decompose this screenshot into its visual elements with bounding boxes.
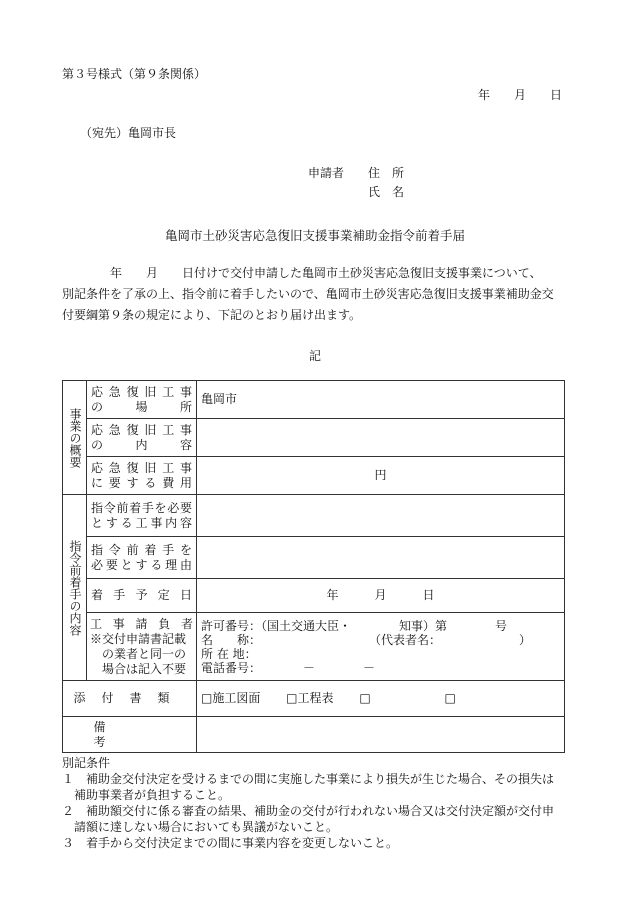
condition-line: 補助事業者が負担すること。 (62, 788, 231, 802)
content-label: の 内 容 (91, 437, 192, 452)
ki-marker: 記 (308, 349, 321, 363)
application-table (62, 380, 565, 753)
checkbox-other-2[interactable]: □ (444, 691, 456, 705)
license-number-line: 許可番号：（国土交通大臣・ 知事）第 号 (201, 618, 508, 633)
checkbox-schedule[interactable]: □工程表 (286, 691, 334, 705)
form-number: 第３号様式（第９条関係） (62, 67, 207, 81)
body-line: 年 月 日付けで交付申請した亀岡市土砂災害応急復旧支援事業について、 (62, 266, 542, 280)
condition-line: 請額に達しない場合においても異議がないこと。 (62, 820, 339, 834)
applicant-name-label: 氏 名 (368, 185, 405, 199)
contractor-note: ※交付申請書記載 (90, 631, 187, 646)
start-label-cell (87, 579, 197, 613)
checkbox-other-1[interactable]: □ (359, 691, 371, 705)
content-label-cell (87, 419, 197, 457)
contractor-note: 場合は記入不要 (102, 661, 187, 676)
table-row (63, 381, 565, 419)
work-value[interactable] (197, 495, 565, 537)
submission-date: 年 月 日 (478, 88, 563, 102)
body-line: 付要綱第９条の規定により、下記のとおり届け出ます。 (62, 308, 362, 322)
work-label: 指令前着手を必要 (91, 500, 192, 515)
location-label: の 場 所 (91, 399, 192, 414)
reason-label-cell (87, 537, 197, 579)
section-label-details: 指令前着手の内容 (63, 495, 87, 681)
contractor-details[interactable] (197, 613, 565, 681)
cost-label: に要する費用 (91, 475, 192, 490)
applicant-address-label: 住 所 (368, 166, 405, 180)
addressee: （宛先）亀岡市長 (80, 126, 177, 140)
contractor-label: 工事請負者 (90, 616, 193, 631)
attachments-options (197, 681, 565, 717)
table-row (63, 717, 565, 753)
company-address-line: 所 在 地： (201, 646, 257, 661)
table-row (63, 419, 565, 457)
contractor-label-cell (87, 613, 197, 681)
work-label: とする工事内容 (91, 515, 192, 530)
work-label-cell (87, 495, 197, 537)
applicant-label: 申請者 (308, 166, 345, 180)
content-label: 応急復旧工事 (91, 422, 192, 437)
conditions-heading: 別記条件 (62, 756, 111, 770)
condition-line: １ 補助金交付決定を受けるまでの間に実施した事業により損失が生じた場合、その損失は (62, 772, 555, 786)
table-row (63, 681, 565, 717)
table-row (63, 495, 565, 537)
content-value[interactable] (197, 419, 565, 457)
cost-value[interactable]: 円 (197, 457, 565, 495)
table-row (63, 613, 565, 681)
reason-value[interactable] (197, 537, 565, 579)
remarks-label: 備考 (63, 717, 197, 753)
reason-label: 必要とする理由 (91, 557, 192, 572)
body-paragraph (62, 263, 574, 326)
remarks-value[interactable] (197, 717, 565, 753)
table-row (63, 537, 565, 579)
body-line: 別記条件を了承の上、指令前に着手したいので、亀岡市土砂災害応急復旧支援事業補助金交 (62, 287, 554, 301)
cost-label-cell (87, 457, 197, 495)
section-label-overview: 事業の概要 (63, 381, 87, 495)
checkbox-construction-drawing[interactable]: □施工図面 (201, 691, 261, 705)
start-date-value[interactable]: 年 月 日 (197, 579, 565, 613)
attachments-label: 添付書類 (63, 681, 197, 717)
table-row (63, 457, 565, 495)
location-value[interactable]: 亀岡市 (197, 381, 565, 419)
cost-label: 応急復旧工事 (91, 460, 192, 475)
phone-number-line: 電話番号： － － (201, 660, 376, 675)
start-label: 着手予定日 (91, 588, 192, 602)
reason-label: 指令前着手を (91, 542, 192, 557)
location-label-cell (87, 381, 197, 419)
condition-line: ３ 着手から交付決定までの間に事業内容を変更しないこと。 (62, 836, 399, 850)
document-title: 亀岡市土砂災害応急復旧支援事業補助金指令前着手届 (164, 228, 465, 243)
condition-line: ２ 補助額交付に係る審査の結果、補助金の交付が行われない場合又は交付決定額が交付申 (62, 804, 555, 818)
location-label: 応急復旧工事 (91, 384, 192, 399)
conditions-section (62, 755, 582, 851)
company-name-line: 名 称： （代表者名： ） (201, 632, 532, 647)
contractor-note: の業者と同一の (102, 646, 187, 661)
table-row (63, 579, 565, 613)
